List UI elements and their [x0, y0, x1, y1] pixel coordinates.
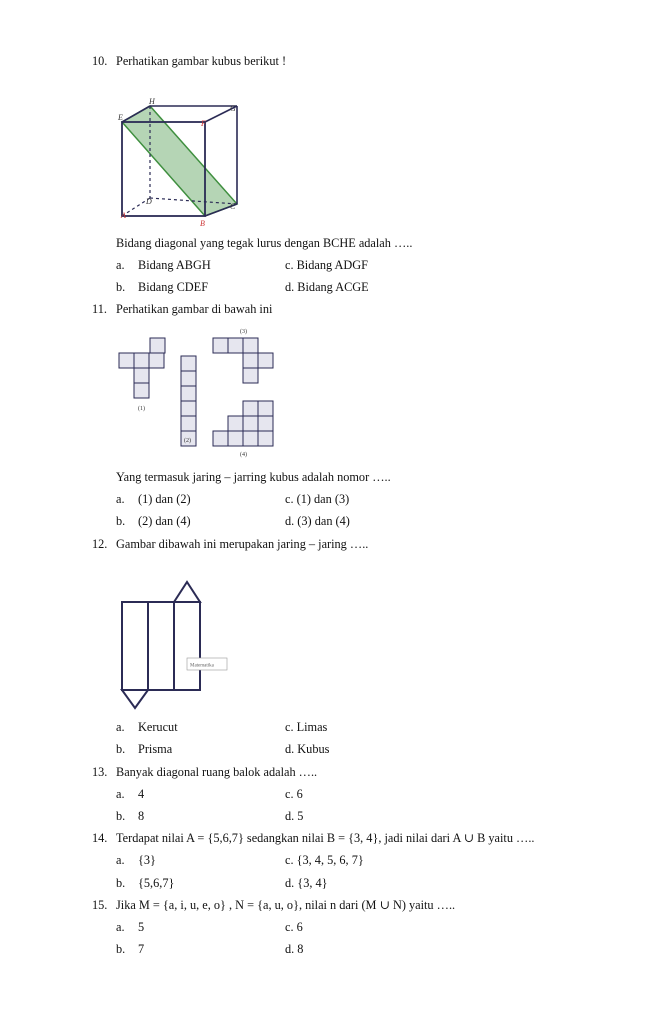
- option-text: 7: [138, 942, 145, 956]
- option-text: (1) dan (2): [138, 492, 191, 506]
- cube-diagram: [112, 96, 252, 230]
- option-text: d. Kubus: [285, 742, 330, 756]
- option-text: Prisma: [138, 742, 173, 756]
- option-letter: a.: [116, 492, 125, 506]
- option-text: 8: [138, 809, 145, 823]
- option-letter: b.: [116, 942, 126, 956]
- option-letter: b.: [116, 280, 126, 294]
- prism-net-figure: [116, 576, 228, 712]
- option-text: Bidang ABGH: [138, 258, 211, 272]
- question-prompt: Banyak diagonal ruang balok adalah …..: [116, 765, 318, 779]
- option-text: {5,6,7}: [138, 876, 175, 890]
- option-text: (2) dan (4): [138, 514, 191, 528]
- net-label-3: (3): [240, 329, 247, 335]
- question-text: Yang termasuk jaring – jarring kubus adalah nomor …..: [116, 470, 391, 484]
- option-letter: b.: [116, 742, 126, 756]
- watermark-label: Matematika: [190, 663, 214, 669]
- vertex-label: A: [121, 211, 126, 220]
- vertex-label: B: [200, 219, 205, 228]
- option-text: c. (1) dan (3): [285, 492, 350, 506]
- vertex-label: G: [230, 104, 236, 113]
- question-text: Bidang diagonal yang tegak lurus dengan BCHE adalah …..: [116, 236, 413, 250]
- question-prompt: Jika M = {a, i, u, e, o} , N = {a, u, o}, nilai n dari (M ∪ N) yaitu …..: [116, 898, 456, 912]
- option-text: c. {3, 4, 5, 6, 7}: [285, 853, 364, 867]
- vertex-label: H: [149, 97, 155, 106]
- option-text: c. 6: [285, 787, 303, 801]
- net-label-2: (2): [184, 438, 191, 444]
- cube-nets-figure: [112, 324, 302, 460]
- option-letter: b.: [116, 876, 126, 890]
- question-number: 11.: [92, 302, 107, 316]
- net-label-4: (4): [240, 452, 247, 458]
- option-text: 5: [138, 920, 145, 934]
- option-text: c. Limas: [285, 720, 328, 734]
- vertex-label: F: [201, 119, 206, 128]
- net-label-1: (1): [138, 406, 145, 412]
- option-text: d. Bidang ACGE: [285, 280, 369, 294]
- option-text: 4: [138, 787, 145, 801]
- vertex-label: E: [118, 113, 123, 122]
- option-text: c. 6: [285, 920, 303, 934]
- option-text: d. {3, 4}: [285, 876, 328, 890]
- question-number: 14.: [92, 831, 108, 845]
- question-prompt: Perhatikan gambar kubus berikut !: [116, 54, 287, 68]
- question-prompt: Gambar dibawah ini merupakan jaring – jaring …..: [116, 537, 369, 551]
- option-letter: a.: [116, 853, 125, 867]
- vertex-label: D: [146, 197, 152, 206]
- option-letter: a.: [116, 258, 125, 272]
- question-prompt: Perhatikan gambar di bawah ini: [116, 302, 273, 316]
- option-text: c. Bidang ADGF: [285, 258, 369, 272]
- option-text: Kerucut: [138, 720, 178, 734]
- option-text: Bidang CDEF: [138, 280, 209, 294]
- question-prompt: Terdapat nilai A = {5,6,7} sedangkan nilai B = {3, 4}, jadi nilai dari A ∪ B yaitu …..: [116, 831, 535, 845]
- option-text: d. 5: [285, 809, 304, 823]
- vertex-label: C: [230, 202, 236, 211]
- option-letter: b.: [116, 514, 126, 528]
- option-text: d. (3) dan (4): [285, 514, 350, 528]
- option-letter: b.: [116, 809, 126, 823]
- option-letter: a.: [116, 787, 125, 801]
- option-letter: a.: [116, 920, 125, 934]
- option-letter: a.: [116, 720, 125, 734]
- option-text: {3}: [138, 853, 156, 867]
- question-number: 12.: [92, 537, 108, 551]
- option-text: d. 8: [285, 942, 304, 956]
- question-number: 10.: [92, 54, 108, 68]
- question-number: 15.: [92, 898, 108, 912]
- question-number: 13.: [92, 765, 108, 779]
